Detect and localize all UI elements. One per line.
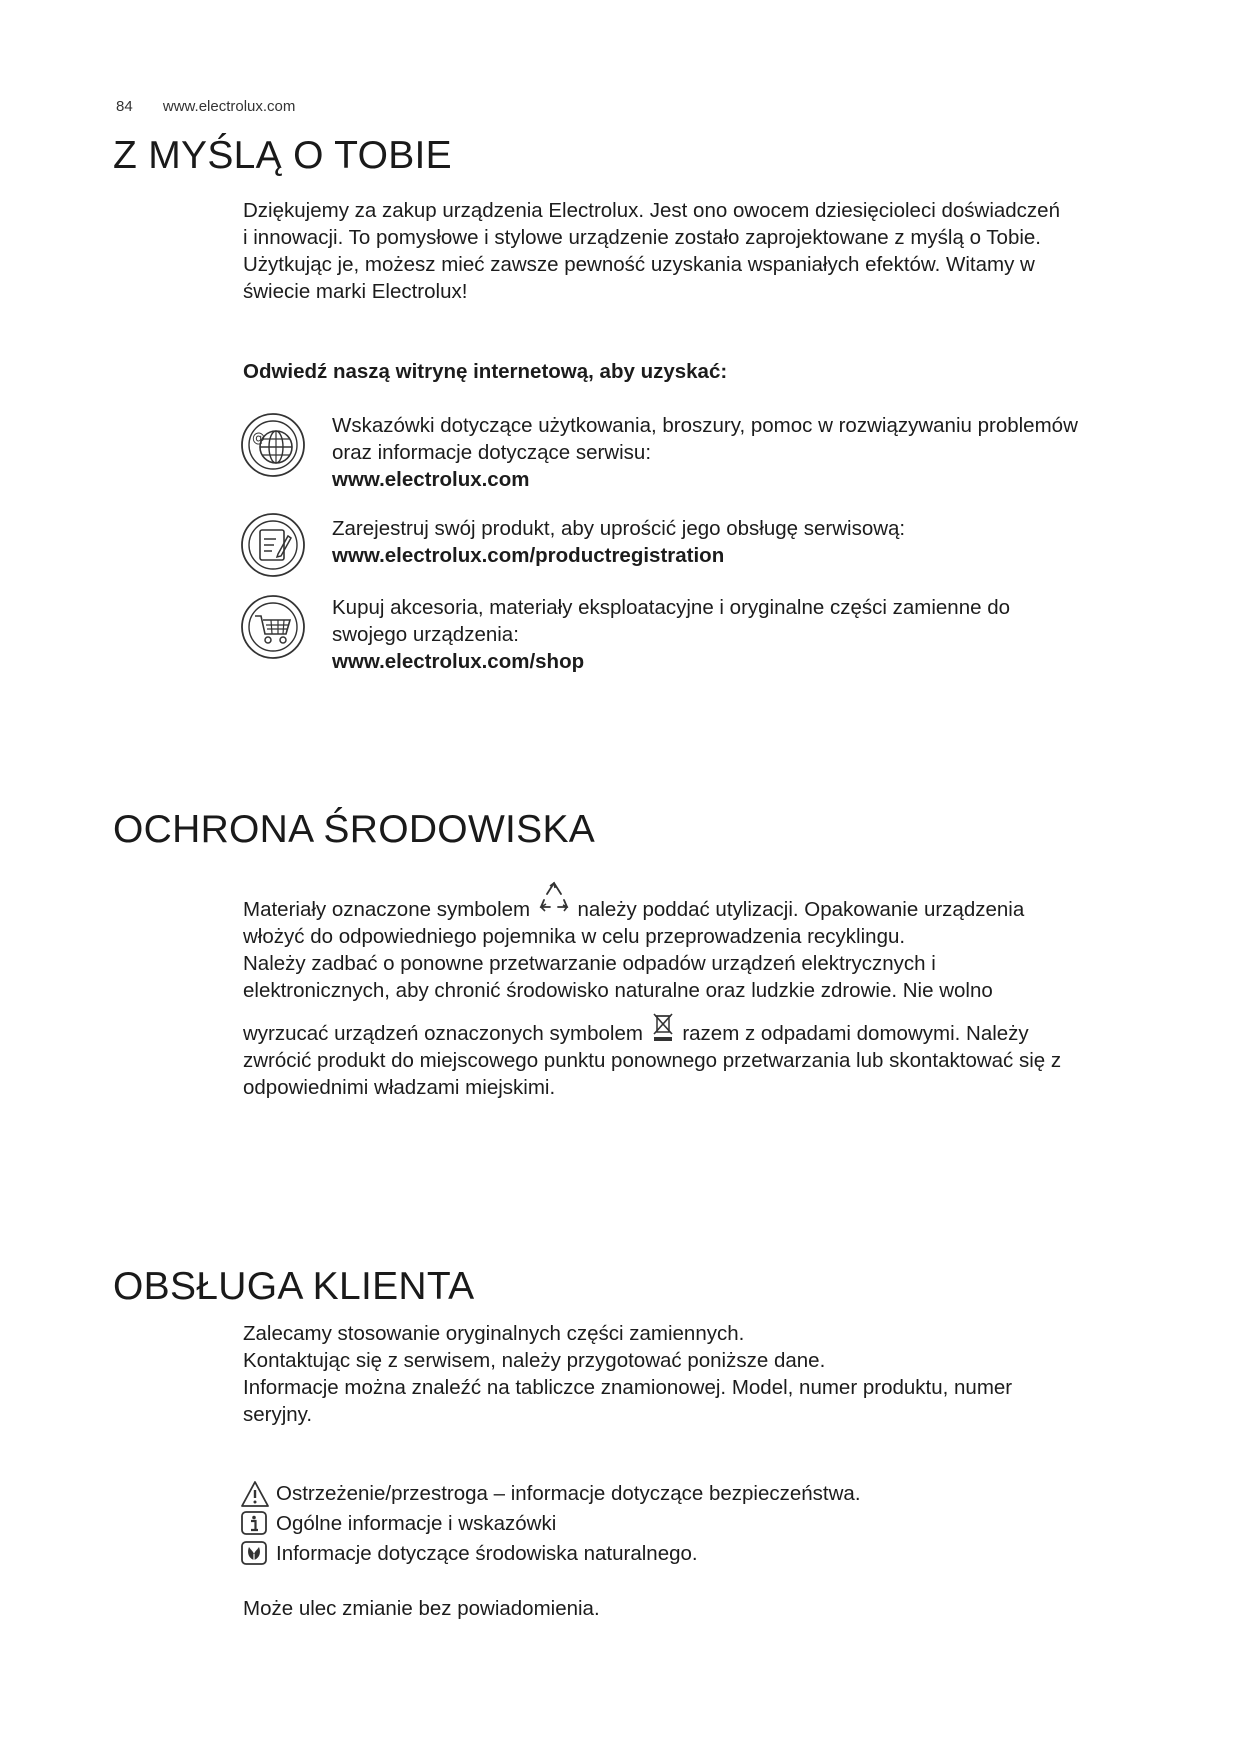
visit-item-line: swojego urządzenia: (332, 623, 519, 646)
header-website: www.electrolux.com (162, 98, 296, 115)
env-line: włożyć do odpowiedniego pojemnika w celu przeprowadzenia recyklingu. (243, 925, 906, 948)
recycle-icon (538, 880, 570, 914)
footer-note: Może ulec zmianie bez powiadomienia. (243, 1597, 600, 1620)
customer-service-paragraph (243, 1320, 1143, 1428)
link-productregistration[interactable]: www.electrolux.com/productregistration (332, 544, 725, 567)
env-line: elektronicznych, aby chronić środowisko naturalne oraz ludzkie zdrowie. Nie wolno (243, 979, 993, 1002)
intro-line: Dziękujemy za zakup urządzenia Electrolux. Jest ono owocem dziesięcioleci doświadczeń (243, 199, 1060, 222)
section-title-ochrona-srodowiska: OCHRONA ŚRODOWISKA (113, 808, 596, 851)
crossed-bin-icon (651, 1012, 675, 1044)
visit-heading: Odwiedź naszą witrynę internetową, aby uzyskać: (243, 360, 728, 383)
environment-paragraph (243, 880, 1143, 1101)
env-line: odpowiednimi władzami miejskimi. (243, 1076, 556, 1099)
env-line: zwrócić produkt do miejscowego punktu ponownego przetwarzania lub skontaktować się z (243, 1049, 1062, 1072)
service-line: Informacje można znaleźć na tabliczce znamionowej. Model, numer produktu, numer (243, 1376, 1013, 1399)
page-header (116, 98, 295, 115)
visit-item-line: Wskazówki dotyczące użytkowania, broszury, pomoc w rozwiązywaniu problemów (332, 414, 1078, 437)
service-line: Zalecamy stosowanie oryginalnych części zamiennych. (243, 1322, 745, 1345)
registration-form-icon (240, 512, 306, 578)
link-electrolux[interactable]: www.electrolux.com (332, 468, 530, 491)
intro-paragraph (243, 197, 1143, 305)
section-title-obsluga-klienta: OBSŁUGA KLIENTA (113, 1265, 475, 1308)
globe-at-icon (240, 412, 306, 478)
section-title-z-mysla-o-tobie: Z MYŚLĄ O TOBIE (113, 134, 452, 177)
visit-item-line: Zarejestruj swój produkt, aby uprościć jego obsługę serwisową: (332, 517, 906, 540)
env-line: wyrzucać urządzeń oznaczonych symbolem (243, 1022, 643, 1045)
intro-line: Użytkując je, możesz mieć zawsze pewność uzyskania wspaniałych efektów. Witamy w (243, 253, 1035, 276)
legend-environment-text: Informacje dotyczące środowiska naturalnego. (276, 1542, 698, 1565)
link-shop[interactable]: www.electrolux.com/shop (332, 650, 585, 673)
legend-info-text: Ogólne informacje i wskazówki (276, 1512, 557, 1535)
shopping-cart-icon (240, 594, 306, 660)
service-line: seryjny. (243, 1403, 313, 1426)
warning-triangle-icon (240, 1480, 270, 1508)
env-line: razem z odpadami domowymi. Należy (682, 1022, 1029, 1045)
svg-text:@: @ (252, 431, 265, 446)
intro-line: i innowacji. To pomysłowe i stylowe urządzenie zostało zaprojektowane z myślą o Tobie. (243, 226, 1041, 249)
visit-item-line: oraz informacje dotyczące serwisu: (332, 441, 652, 464)
page-number: 84 (116, 98, 133, 115)
environment-leaf-icon (240, 1540, 268, 1566)
visit-item-line: Kupuj akcesoria, materiały eksploatacyjne i oryginalne części zamienne do (332, 596, 1010, 619)
env-line: należy poddać utylizacji. Opakowanie urządzenia (577, 898, 1025, 921)
intro-line: świecie marki Electrolux! (243, 280, 468, 303)
service-line: Kontaktując się z serwisem, należy przygotować poniższe dane. (243, 1349, 826, 1372)
legend-warning-text: Ostrzeżenie/przestroga – informacje dotyczące bezpieczeństwa. (276, 1482, 861, 1505)
env-line: Należy zadbać o ponowne przetwarzanie odpadów urządzeń elektrycznych i (243, 952, 936, 975)
info-icon (240, 1510, 268, 1536)
env-line: Materiały oznaczone symbolem (243, 898, 531, 921)
